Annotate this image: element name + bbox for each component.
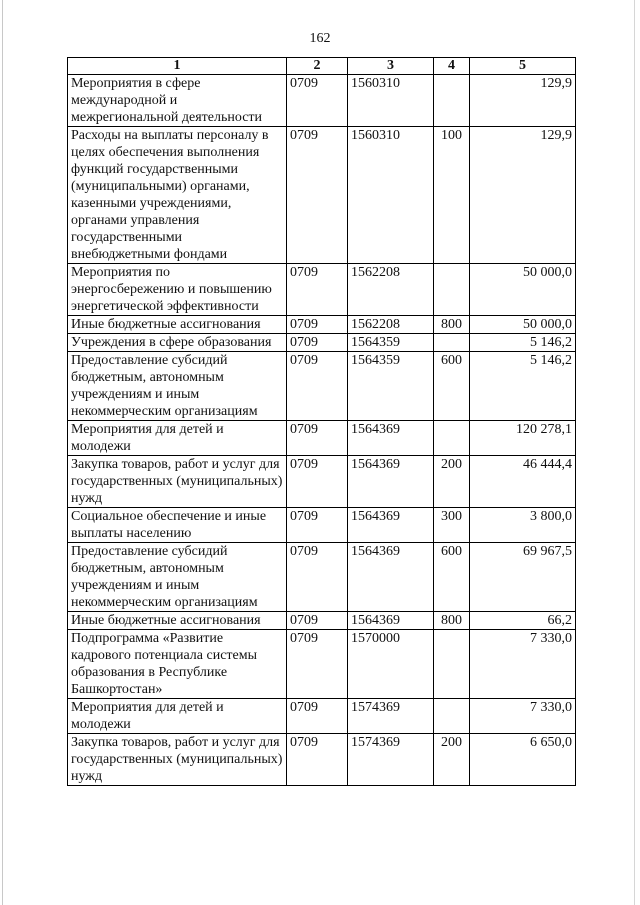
cell-section: 0709 xyxy=(287,734,348,786)
cell-section: 0709 xyxy=(287,699,348,734)
cell-type xyxy=(434,75,470,127)
table-row xyxy=(68,508,576,543)
cell-target: 1564369 xyxy=(348,543,434,612)
cell-amount: 66,2 xyxy=(470,612,576,630)
table-row xyxy=(68,127,576,264)
header-col-1: 1 xyxy=(68,58,287,75)
table-row xyxy=(68,264,576,316)
cell-target: 1562208 xyxy=(348,316,434,334)
cell-amount: 5 146,2 xyxy=(470,352,576,421)
cell-target: 1564369 xyxy=(348,421,434,456)
cell-type: 300 xyxy=(434,508,470,543)
cell-name: Подпрограмма «Развитие кадрового потенциала системы образования в Республике Башкортостан» xyxy=(68,630,287,699)
cell-section: 0709 xyxy=(287,456,348,508)
cell-type: 800 xyxy=(434,316,470,334)
cell-type xyxy=(434,630,470,699)
cell-target: 1560310 xyxy=(348,75,434,127)
cell-target: 1570000 xyxy=(348,630,434,699)
cell-target: 1564359 xyxy=(348,352,434,421)
cell-name: Учреждения в сфере образования xyxy=(68,334,287,352)
cell-name: Мероприятия по энергосбережению и повышению энергетической эффективности xyxy=(68,264,287,316)
table-row xyxy=(68,334,576,352)
cell-amount: 50 000,0 xyxy=(470,264,576,316)
header-col-5: 5 xyxy=(470,58,576,75)
cell-amount: 69 967,5 xyxy=(470,543,576,612)
cell-type xyxy=(434,421,470,456)
cell-amount: 120 278,1 xyxy=(470,421,576,456)
cell-section: 0709 xyxy=(287,630,348,699)
cell-target: 1564369 xyxy=(348,508,434,543)
cell-type xyxy=(434,699,470,734)
cell-name: Закупка товаров, работ и услуг для государственных (муниципальных) нужд xyxy=(68,734,287,786)
cell-type xyxy=(434,334,470,352)
table-row xyxy=(68,734,576,786)
cell-amount: 46 444,4 xyxy=(470,456,576,508)
cell-name: Социальное обеспечение и иные выплаты населению xyxy=(68,508,287,543)
cell-section: 0709 xyxy=(287,75,348,127)
table-row xyxy=(68,612,576,630)
header-col-3: 3 xyxy=(348,58,434,75)
cell-type xyxy=(434,264,470,316)
cell-name: Предоставление субсидий бюджетным, автономным учреждениям и иным некоммерческим организациям xyxy=(68,352,287,421)
table-row xyxy=(68,699,576,734)
table-row xyxy=(68,630,576,699)
table-row xyxy=(68,543,576,612)
table-row xyxy=(68,421,576,456)
cell-type: 600 xyxy=(434,352,470,421)
cell-target: 1564369 xyxy=(348,456,434,508)
header-row xyxy=(68,58,576,75)
cell-name: Предоставление субсидий бюджетным, автономным учреждениям и иным некоммерческим организациям xyxy=(68,543,287,612)
table-row xyxy=(68,456,576,508)
cell-section: 0709 xyxy=(287,264,348,316)
cell-amount: 7 330,0 xyxy=(470,630,576,699)
scan-edge-left xyxy=(2,0,3,905)
header-col-4: 4 xyxy=(434,58,470,75)
cell-amount: 5 146,2 xyxy=(470,334,576,352)
cell-name: Иные бюджетные ассигнования xyxy=(68,316,287,334)
budget-table xyxy=(67,57,576,786)
cell-section: 0709 xyxy=(287,127,348,264)
cell-type: 200 xyxy=(434,734,470,786)
cell-type: 800 xyxy=(434,612,470,630)
cell-target: 1560310 xyxy=(348,127,434,264)
cell-target: 1574369 xyxy=(348,699,434,734)
table-row xyxy=(68,352,576,421)
cell-type: 600 xyxy=(434,543,470,612)
table-row xyxy=(68,316,576,334)
cell-amount: 129,9 xyxy=(470,127,576,264)
cell-target: 1574369 xyxy=(348,734,434,786)
cell-target: 1562208 xyxy=(348,264,434,316)
cell-amount: 7 330,0 xyxy=(470,699,576,734)
cell-name: Иные бюджетные ассигнования xyxy=(68,612,287,630)
cell-target: 1564359 xyxy=(348,334,434,352)
cell-amount: 50 000,0 xyxy=(470,316,576,334)
cell-name: Мероприятия для детей и молодежи xyxy=(68,699,287,734)
cell-name: Мероприятия для детей и молодежи xyxy=(68,421,287,456)
header-col-2: 2 xyxy=(287,58,348,75)
cell-target: 1564369 xyxy=(348,612,434,630)
cell-section: 0709 xyxy=(287,421,348,456)
cell-amount: 6 650,0 xyxy=(470,734,576,786)
page-number: 162 xyxy=(309,31,331,46)
cell-section: 0709 xyxy=(287,334,348,352)
cell-name: Закупка товаров, работ и услуг для государственных (муниципальных) нужд xyxy=(68,456,287,508)
cell-name: Мероприятия в сфере международной и межрегиональной деятельности xyxy=(68,75,287,127)
table-body xyxy=(68,75,576,786)
cell-section: 0709 xyxy=(287,543,348,612)
cell-type: 100 xyxy=(434,127,470,264)
cell-section: 0709 xyxy=(287,316,348,334)
table-row xyxy=(68,75,576,127)
cell-name: Расходы на выплаты персоналу в целях обеспечения выполнения функций государственными (муниципальными) органами, казенными учреждениями, органами управления государственными внебюджетными фондами xyxy=(68,127,287,264)
cell-amount: 3 800,0 xyxy=(470,508,576,543)
scan-edge-right xyxy=(634,0,635,905)
cell-section: 0709 xyxy=(287,352,348,421)
cell-type: 200 xyxy=(434,456,470,508)
cell-section: 0709 xyxy=(287,612,348,630)
cell-amount: 129,9 xyxy=(470,75,576,127)
cell-section: 0709 xyxy=(287,508,348,543)
